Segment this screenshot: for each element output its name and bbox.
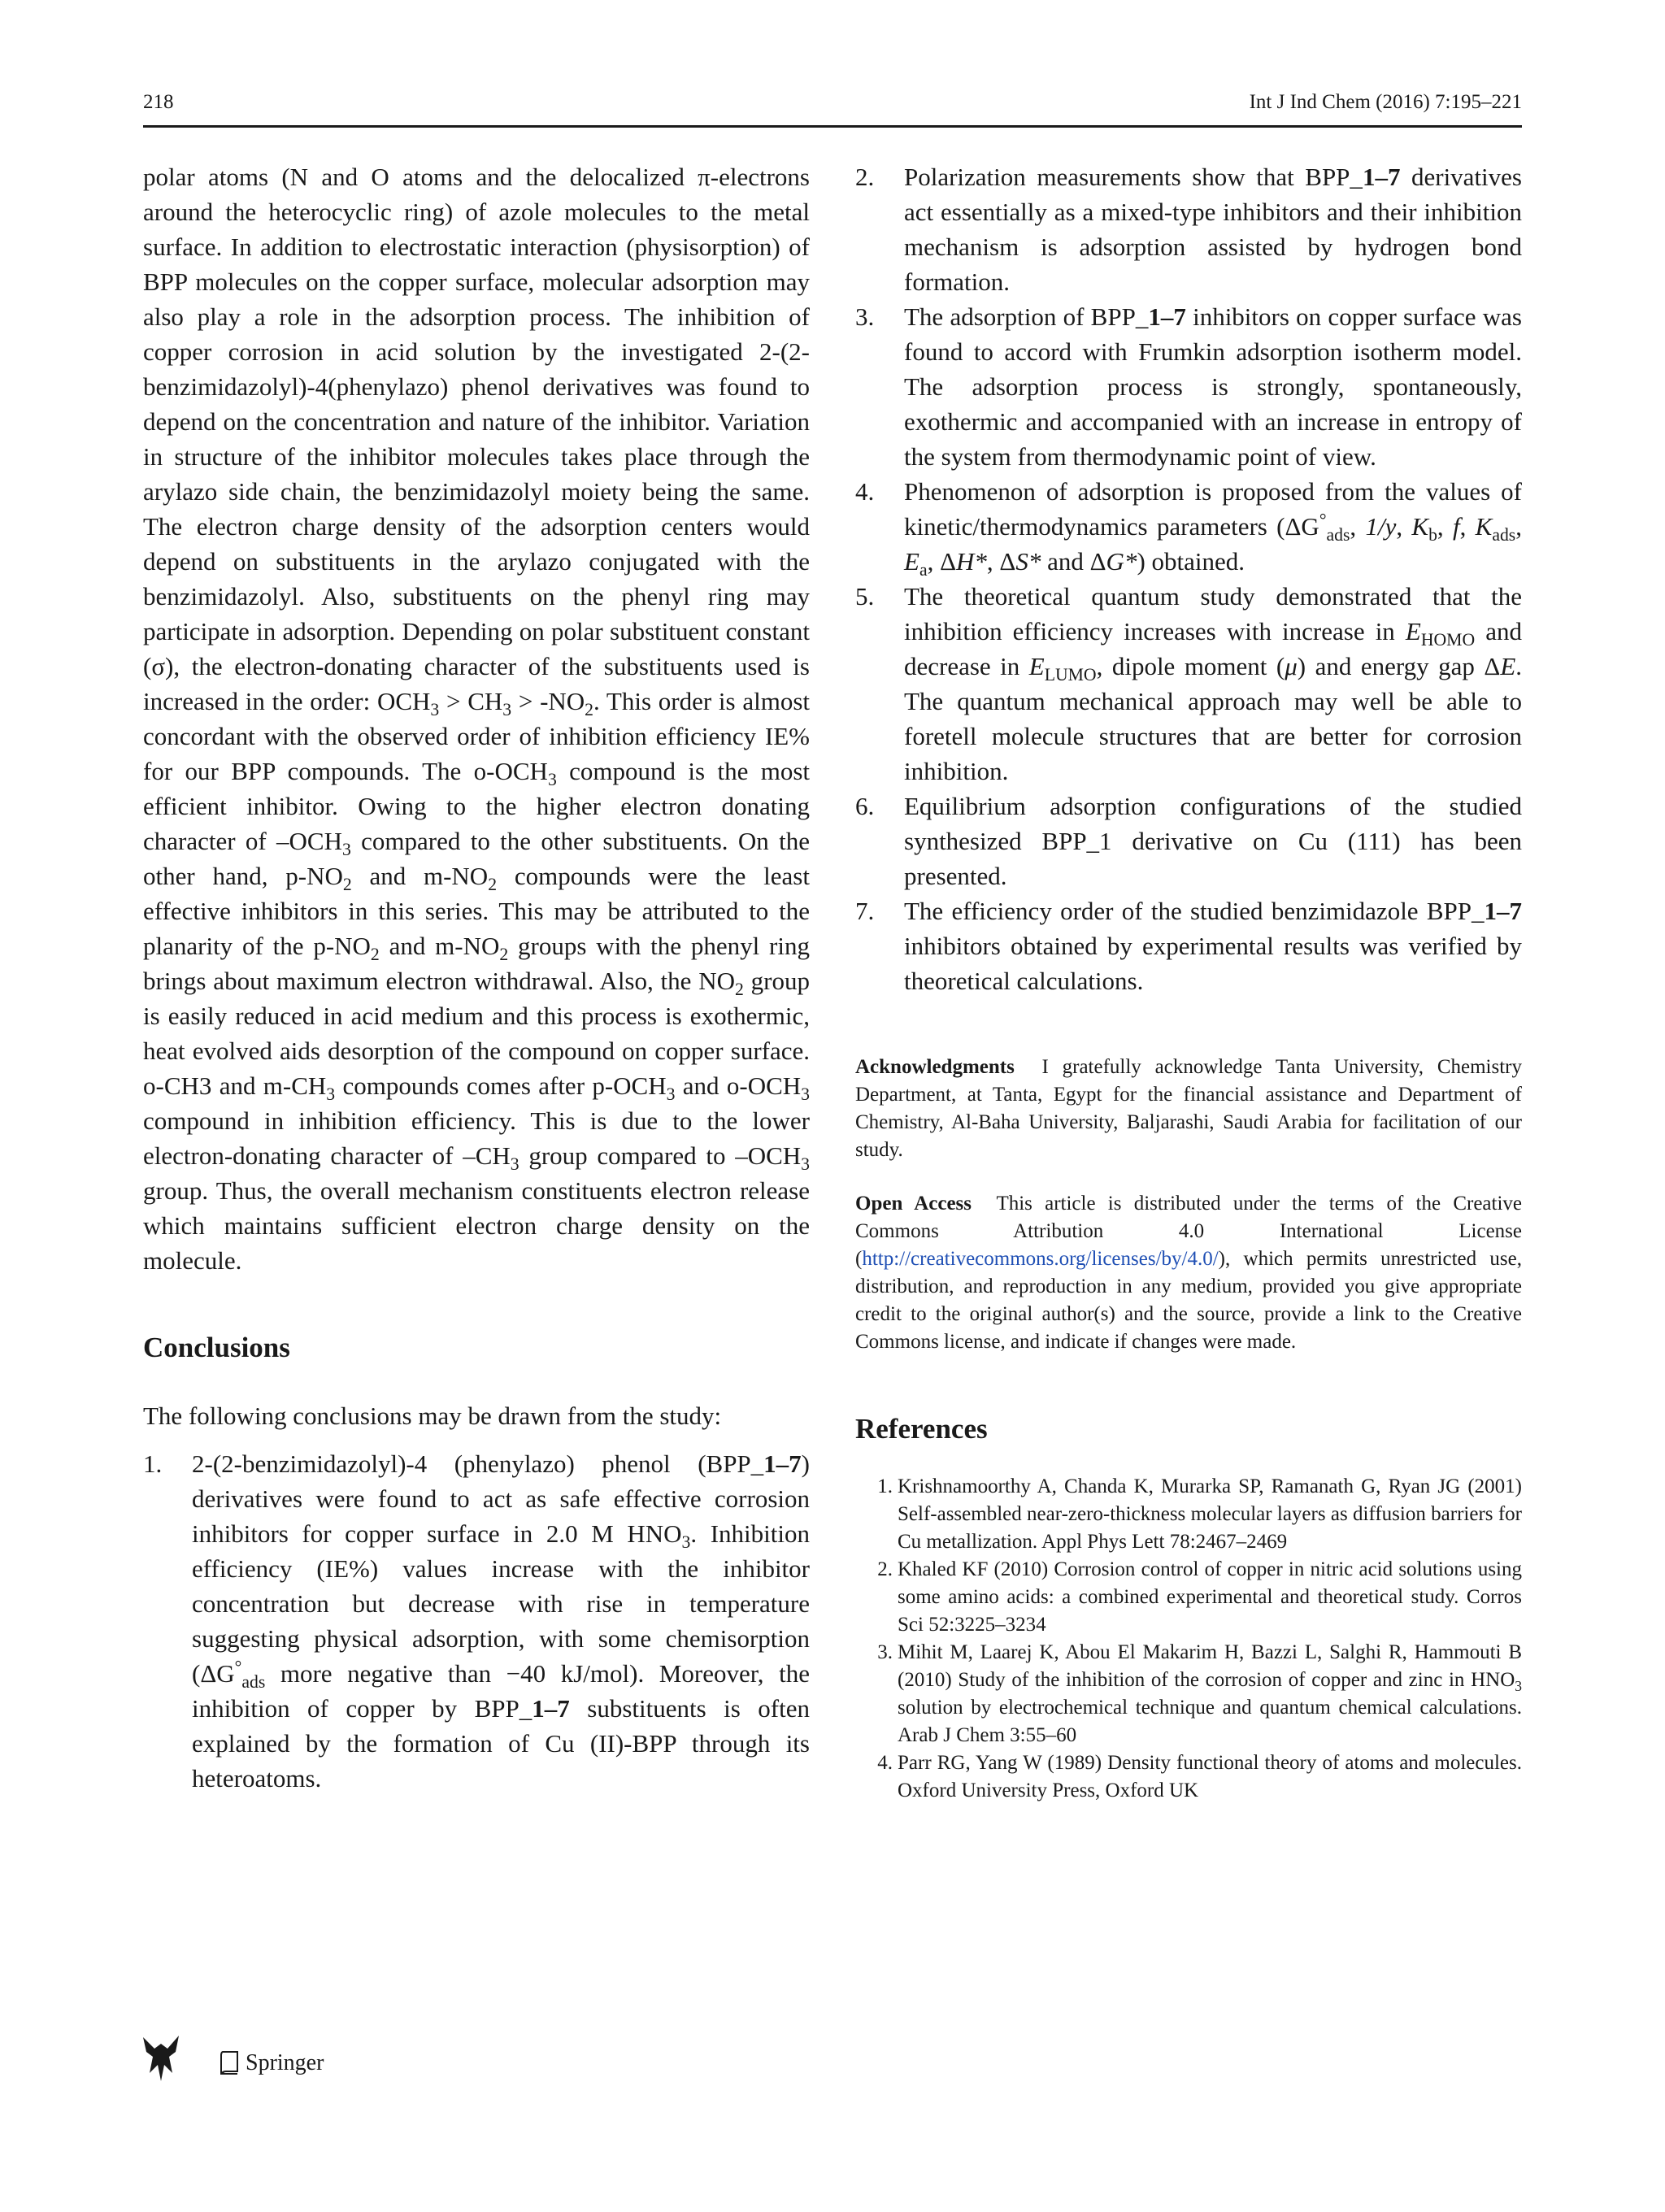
conclusion-item: 4. Phenomenon of adsorption is proposed from the values of kinetic/thermodynamics parameters ($\Delta G^\circ_{ads}$, 1/y, $K_b$, f, $K_{ads}$, $E_a$, ΔH*, ΔS* and ΔG*) obtained. <box>855 477 1522 580</box>
conclusion-item: 2. Polarization measurements show that BPP_1–7 derivatives act essentially as a mixed-type inhibitors and their inhibition mechanism is adsorption assisted by hydrogen bond formation. <box>855 163 1522 296</box>
right-column <box>855 159 1522 1805</box>
left-column <box>143 159 810 1796</box>
springer-book-icon <box>218 2049 242 2076</box>
running-header <box>143 86 1522 128</box>
conclusions-intro: The following conclusions may be drawn from the study: <box>143 1402 722 1430</box>
conclusion-item: 6. Equilibrium adsorption configurations of the studied synthesized BPP_1 derivative on Cu (111) has been presented. <box>855 792 1522 890</box>
references-list <box>855 1473 1522 1805</box>
conclusion-item: 7. The efficiency order of the studied benzimidazole BPP_1–7 inhibitors obtained by experimental results was verified by theoretical calculations. <box>855 897 1522 995</box>
conclusion-item: 5. The theoretical quantum study demonstrated that the inhibition efficiency increases with increase in $E_{HOMO}$ and decrease in $E_{LUMO}$, dipole moment (μ) and energy gap ΔE. The quantum mechanical approach may well be able to foretell molecule structures that are better for corrosion inhibition. <box>855 582 1523 785</box>
springer-horse-icon <box>140 2032 182 2084</box>
conclusion-item: 1. 2-(2-benzimidazolyl)-4 (phenylazo) phenol (BPP_1–7) derivatives were found to act as safe effective corrosion inhibitors for copper surface in 2.0 M $HNO_3$. Inhibition efficiency (IE%) values increase with the inhibitor concentration but decrease with rise in temperature suggesting physical adsorption, with some chemisorption ($\Delta G^\circ_{ads}$ more negative than −40 kJ/mol). Moreover, the inhibition of copper by BPP_1–7 substituents is often explained by the formation of Cu (II)-BPP through its heteroatoms. <box>143 1449 811 1793</box>
license-link[interactable]: http://creativecommons.org/licenses/by/4.0/ <box>862 1248 1219 1270</box>
publisher-footer <box>140 2032 384 2081</box>
acknowledgments: Acknowledgments I gratefully acknowledge Tanta University, Chemistry Department, at Tanta, Egypt for the financial assistance and Department of Chemistry, Al-Baha University, Baljarashi, Saudi Arabia for facilitation of our study. <box>855 1056 1523 1161</box>
conclusions-heading: Conclusions <box>143 1332 290 1363</box>
conclusion-item: 3. The adsorption of BPP_1–7 inhibitors on copper surface was found to accord with Frumkin adsorption isotherm model. The adsorption process is strongly, spontaneously, exothermic and accompanied with an increase in entropy of the system from thermodynamic point of view. <box>855 302 1522 471</box>
reference-item: 4. Parr RG, Yang W (1989) Density functional theory of atoms and molecules. Oxford University Press, Oxford UK <box>877 1752 1522 1801</box>
references-heading: References <box>855 1413 988 1445</box>
page-number: 218 <box>143 91 174 113</box>
conclusions-list-continued <box>855 159 1522 998</box>
reference-item: 1. Krishnamoorthy A, Chanda K, Murarka SP, Ramanath G, Ryan JG (2001) Self-assembled near-zero-thickness molecular layers as diffusion barriers for Cu metallization. Appl Phys Lett 78:2467–2469 <box>877 1475 1522 1553</box>
journal-citation: Int J Ind Chem (2016) 7:195–221 <box>1249 91 1522 113</box>
reference-item: 3. Mihit M, Laarej K, Abou El Makarim H, Bazzi L, Salghi R, Hammouti B (2010) Study of the inhibition of the corrosion of copper and zinc in $HNO_3$ solution by electrochemical technique and quantum chemical calculations. Arab J Chem 3:55–60 <box>877 1641 1522 1746</box>
publisher-name: Springer <box>246 2050 324 2075</box>
conclusions-list <box>143 1446 810 1796</box>
open-access-statement: Open Access This article is distributed under the terms of the Creative Commons Attribution 4.0 International License (http://creativecommons.org/licenses/by/4.0/), which permits unrestricted use, distribution, and reproduction in any medium, provided you give appropriate credit to the original author(s) and the source, provide a link to the Creative Commons license, and indicate if changes were made. <box>855 1193 1523 1353</box>
reference-item: 2. Khaled KF (2010) Corrosion control of copper in nitric acid solutions using some amino acids: a combined experimental and theoretical study. Corros Sci 52:3225–3234 <box>877 1558 1522 1636</box>
discussion-paragraph: polar atoms (N and O atoms and the delocalized π-electrons around the heterocyclic ring) of azole molecules to the metal surface. In addition to electrostatic interaction (physisorption) of BPP molecules on the copper surface, molecular adsorption may also play a role in the adsorption process. The inhibition of copper corrosion in acid solution by the investigated 2-(2-benzimidazolyl)-4(phenylazo) phenol derivatives was found to depend on the concentration and nature of the inhibitor. Variation in structure of the inhibitor molecules takes place through the arylazo side chain, the benzimidazolyl moiety being the same. The electron charge density of the adsorption centers would depend on substituents in the arylazo conjugated with the benzimidazolyl. Also, substituents on the phenyl ring may participate in adsorption. Depending on polar substituent constant (σ), the electron-donating character of the substituents used is increased in the order: $OCH_3 > CH_3 > -NO_2$. This order is almost concordant with the observed order of inhibition efficiency IE% for our BPP compounds. The $o-OCH_3$ compound is the most efficient inhibitor. Owing to the higher electron donating character of $-OCH_3$ compared to the other substituents. On the other hand, $p-NO_2$ and $m-NO_2$ compounds were the least effective inhibitors in this series. This may be attributed to the planarity of the $p-NO_2$ and $m-NO_2$ groups with the phenyl ring brings about maximum electron withdrawal. Also, the $NO_2$ group is easily reduced in acid medium and this process is exothermic, heat evolved aids desorption of the compound on copper surface. o-CH3 and $m-CH_3$ compounds comes after $p-OCH_3$ and $o-OCH_3$ compound in inhibition efficiency. This is due to the lower electron-donating character of $-CH_3$ group compared to $-OCH_3$ group. Thus, the overall mechanism constituents electron release which maintains sufficient electron charge density on the molecule. <box>143 163 811 1275</box>
